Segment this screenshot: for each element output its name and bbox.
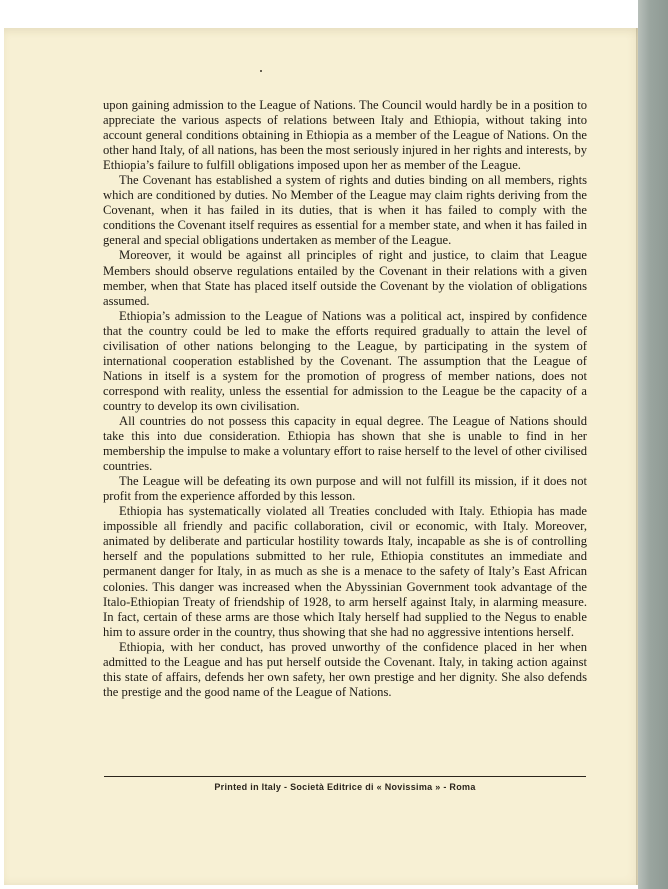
paragraph: Ethiopia, with her conduct, has proved unworthy of the confidence placed in her when admitted to the League and has put herself outside the Covenant. Italy, in taking action against this state of affairs, defends her own safety, her own prestige and her dignity. She also defends the prestige and the good name of the League of Nations. [103, 639, 587, 699]
paragraph: upon gaining admission to the League of Nations. The Council would hardly be in a position to appreciate the various aspects of relations between Italy and Ethiopia, without taking into account general conditions obtaining in Ethiopia as a member of the League of Nations. On the other hand Italy, of all nations, has been the most seriously injured in her rights and interests, by Ethiopia’s failure to fulfill obligations imposed upon her as member of the League. [103, 98, 587, 173]
paragraph: The League will be defeating its own purpose and will not fulfill its mission, if it does not profit from the experience afforded by this lesson. [103, 474, 587, 504]
document-body [103, 98, 587, 700]
ink-speck [260, 70, 262, 72]
printer-imprint: Printed in Italy - Società Editrice di « Novissima » - Roma [214, 782, 476, 792]
paragraph: All countries do not possess this capacity in equal degree. The League of Nations should take this into due consideration. Ethiopia has shown that she is unable to find in her membership the impulse to make a voluntary effort to raise herself to the level of other civilised countries. [103, 413, 587, 474]
paragraph: Moreover, it would be against all principles of right and justice, to claim that League Members should observe regulations entailed by the Covenant in their relations with a given member, when that State has placed itself outside the Covenant by the violation of obligations assumed. [103, 248, 587, 308]
footer-rule [104, 776, 586, 777]
binding-strip [638, 0, 668, 889]
paragraph: Ethiopia has systematically violated all Treaties concluded with Italy. Ethiopia has made impossible all friendly and pacific collaboration, civil or economic, with Italy. Moreover, animated by deliberate and particular hostility towards Italy, incapable as she is of controlling herself and the populations submitted to her rule, Ethiopia constitutes an immediate and permanent danger for Italy, in as much as she is a menace to the safety of Italy’s East African colonies. This danger was increased when the Abyssinian Government took advantage of the Italo-Ethiopian Treaty of friendship of 1928, to arm herself against Italy, in alarming measure. In fact, certain of these arms are those which Italy herself had supplied to the Negus to enable him to assure order in the country, thus showing that she had no aggressive intentions herself. [103, 504, 587, 639]
paragraph: Ethiopia’s admission to the League of Nations was a political act, inspired by confidence that the country could be led to make the efforts required gradually to attain the level of civilisation of other nations belonging to the League, by participating in the system of international cooperation established by the Covenant. The assumption that the League of Nations in itself is a system for the promotion of progress of member nations, does not correspond with reality, unless the essential for admission to the League be the capacity of a country to develop its own civilisation. [103, 308, 587, 413]
paragraph: The Covenant has established a system of rights and duties binding on all members, rights which are conditioned by duties. No Member of the League may claim rights deriving from the Covenant, when it has failed in its duties, that is when it has failed to comply with the conditions the Covenant itself requires as essential for a member state, and when it has failed in general and special obligations undertaken as member of the League. [103, 173, 587, 248]
